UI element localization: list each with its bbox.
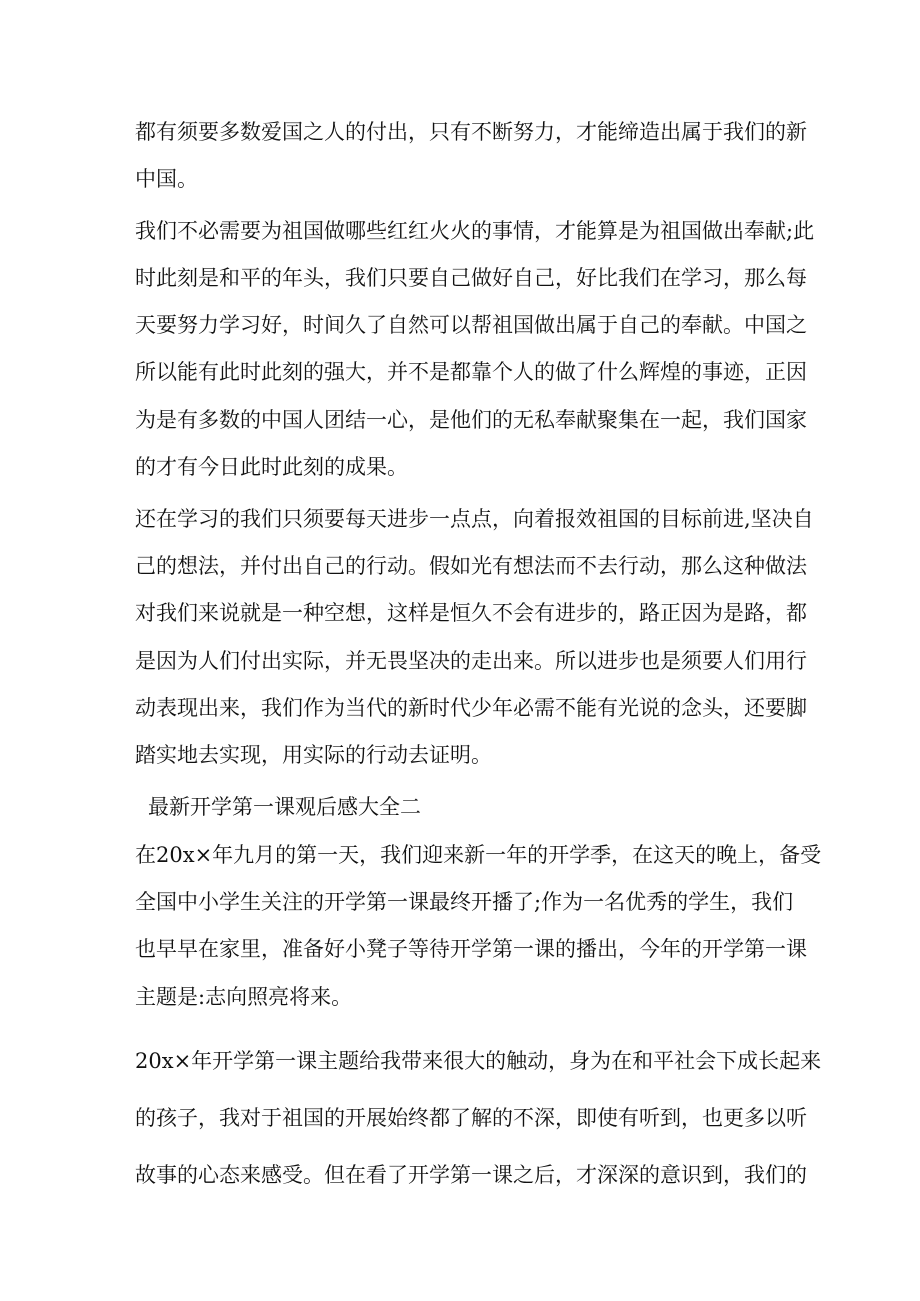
text-line: 己的想法，并付出自己的行动。假如光有想法而不去行动，那么这种做法 — [135, 554, 807, 578]
text-line: 故事的心态来感受。但在看了开学第一课之后，才深深的意识到，我们的 — [135, 1163, 807, 1187]
text-line: 是因为人们付出实际，并无畏坚决的走出来。所以进步也是须要人们用行 — [135, 649, 807, 673]
text-line: 动表现出来，我们作为当代的新时代少年必需不能有光说的念头，还要脚 — [135, 696, 807, 720]
text-line: 所以能有此时此刻的强大，并不是都靠个人的做了什么辉煌的事迹，正因 — [135, 360, 807, 384]
text-line: 20x×年开学第一课主题给我带来很大的触动，身为在和平社会下成长起来 — [135, 1049, 822, 1073]
text-line: 时此刻是和平的年头，我们只要自己做好自己，好比我们在学习，那么每 — [135, 266, 807, 290]
text-line: 还在学习的我们只须要每天进步一点点，向着报效祖国的目标前进,坚决自 — [135, 507, 814, 531]
text-line: 的才有今日此时此刻的成果。 — [135, 455, 408, 479]
text-line: 也早早在家里，准备好小凳子等待开学第一课的播出，今年的开学第一课 — [135, 937, 807, 961]
text-line: 主题是:志向照亮将来。 — [135, 985, 353, 1009]
text-line: 为是有多数的中国人团结一心，是他们的无私奉献聚集在一起，我们国家 — [135, 408, 807, 432]
text-line: 在20x×年九月的第一天，我们迎来新一年的开学季，在这天的晚上，备受 — [135, 843, 822, 867]
text-line: 全国中小学生关注的开学第一课最终开播了;作为一名优秀的学生，我们 — [135, 890, 794, 914]
text-line: 对我们来说就是一种空想，这样是恒久不会有进步的，路正因为是路，都 — [135, 601, 807, 625]
text-line: 踏实地去实现，用实际的行动去证明。 — [135, 743, 492, 767]
section-heading: 最新开学第一课观后感大全二 — [148, 795, 421, 819]
text-line: 中国。 — [135, 167, 198, 191]
text-line: 我们不必需要为祖国做哪些红红火火的事情，才能算是为祖国做出奉献;此 — [135, 219, 815, 243]
text-line: 的孩子，我对于祖国的开展始终都了解的不深，即使有听到，也更多以听 — [135, 1106, 807, 1130]
text-line: 天要努力学习好，时间久了自然可以帮祖国做出属于自己的奉献。中国之 — [135, 313, 807, 337]
text-line: 都有须要多数爱国之人的付出，只有不断努力，才能缔造出属于我们的新 — [135, 120, 807, 144]
